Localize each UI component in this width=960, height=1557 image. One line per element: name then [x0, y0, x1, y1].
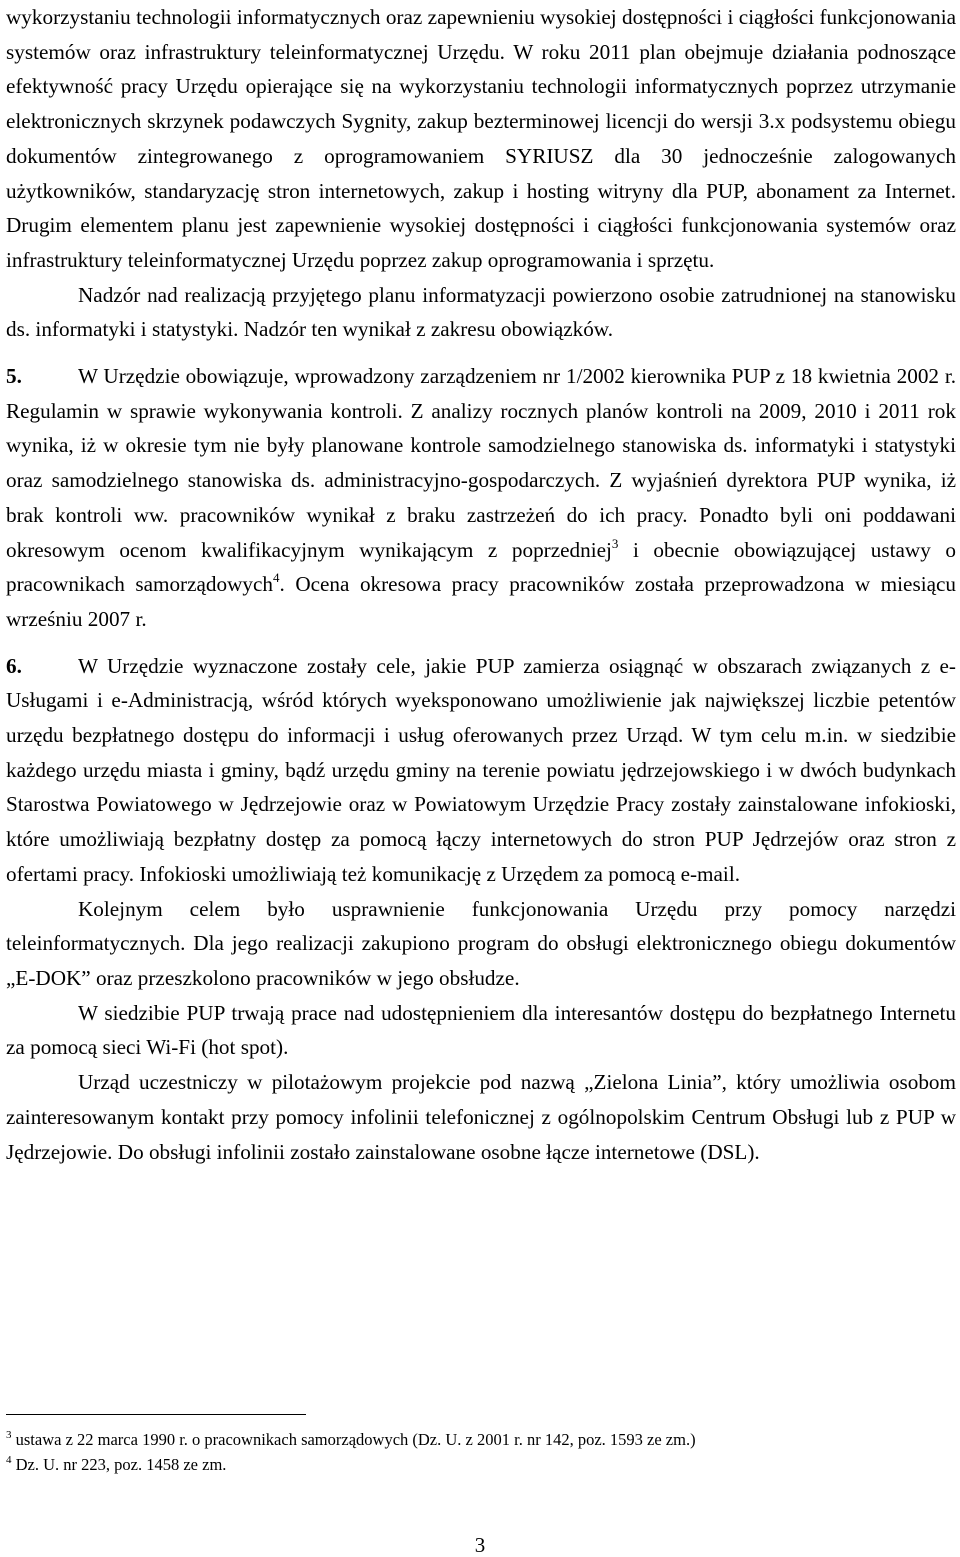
paragraph-section-5: [6, 359, 956, 637]
footnote-separator: [6, 1414, 306, 1415]
footnote-4: [6, 1452, 956, 1477]
section-number-5: 5.: [6, 364, 22, 389]
footnote-number: 3: [6, 1429, 12, 1441]
paragraph-wifi: W siedzibie PUP trwają prace nad udostępnieniem dla interesantów dostępu do bezpłatnego Internetu za pomocą sieci Wi-Fi (hot spot).: [6, 1000, 956, 1060]
paragraph-section-6: [6, 649, 956, 892]
section-6-text: W Urzędzie wyznaczone zostały cele, jakie PUP zamierza osiągnąć w obszarach związanych z e-Usługami i e-Administracją, wśród których wyeksponowano umożliwienie jak największej liczbie petentów urzędu bezpłatnego dostępu do informacji i usług oferowanych przez Urząd. W tym celu m.in. w siedzibie każdego urzędu miasta i gminy, bądź urzędu gminy na terenie powiatu jędrzejowskiego i w dwóch budynkach Starostwa Powiatowego w Jędrzejowie oraz w Powiatowym Urzędzie Pracy zostały zainstalowane infokioski, które umożliwiają bezpłatny dostęp za pomocą łączy internetowych do stron PUP Jędrzejów oraz stron z ofertami pracy. Infokioski umożliwiają też komunikację z Urzędem za pomocą e-mail.: [6, 653, 956, 886]
paragraph-it-plan: wykorzystaniu technologii informatycznych oraz zapewnieniu wysokiej dostępności i ciągłości funkcjonowania systemów oraz infrastruktury teleinformatycznej Urzędu. W roku 2011 plan obejmuje działania podnoszące efektywność pracy Urzędu opierające się na wykorzystaniu technologii informatycznych poprzez utrzymanie elektronicznych skrzynek podawczych Sygnity, zakup bezterminowej licencji do wersji 3.x podsystemu obiegu dokumentów zintegrowanego z oprogramowaniem SYRIUSZ dla 30 jednocześnie zalogowanych użytkowników, standaryzację stron internetowych, zakup i hosting witryny dla PUP, abonament za Internet. Drugim elementem planu jest zapewnienie wysokiej dostępności i ciągłości funkcjonowania systemów oraz infrastruktury teleinformatycznej Urzędu poprzez zakup oprogramowania i sprzętu.: [6, 5, 956, 272]
section-5-text-part1: W Urzędzie obowiązuje, wprowadzony zarządzeniem nr 1/2002 kierownika PUP z 18 kwietnia 2002 r. Regulamin w sprawie wykonywania kontroli. Z analizy rocznych planów kontroli na 2009, 2010 i 2011 rok wynika, iż w okresie tym nie były planowane kontrole samodzielnego stanowiska ds. informatyki i statystyki oraz samodzielnego stanowiska ds. administracyjno-gospodarczych. Z wyjaśnień dyrektora PUP wynika, iż brak kontroli ww. pracowników wynikał z braku zastrzeżeń do ich pracy. Ponadto byli oni poddawani okresowym ocenom kwalifikacyjnym wynikającym z poprzedniej: [6, 364, 956, 562]
paragraph-green-line: Urząd uczestniczy w pilotażowym projekcie pod nazwą „Zielona Linia”, który umożliwia osobom zainteresowanym kontakt przy pomocy infolinii telefonicznej z ogólnopolskim Centrum Obsługi lub z PUP w Jędrzejowie. Do obsługi infolinii zostało zainstalowane osobne łącze internetowe (DSL).: [6, 1070, 956, 1164]
footnotes-section: [6, 1414, 956, 1477]
section-5-text-part3: . Ocena okresowa pracy pracowników została przeprowadzona w miesiącu wrześniu 2007 r.: [6, 572, 956, 631]
page-number: 3: [474, 1533, 486, 1557]
footnote-number: 4: [6, 1454, 12, 1466]
section-5-text-part2: i obecnie obowiązującej ustawy o pracownikach samorządowych: [6, 537, 956, 597]
footnote-text: ustawa z 22 marca 1990 r. o pracownikach samorządowych (Dz. U. z 2001 r. nr 142, poz. 1593 ze zm.): [15, 1430, 696, 1449]
footnote-text: Dz. U. nr 223, poz. 1458 ze zm.: [15, 1455, 227, 1474]
document-page: [6, 0, 956, 1169]
section-number-6: 6.: [6, 653, 22, 678]
paragraph-supervision: Nadzór nad realizacją przyjętego planu informatyzacji powierzono osobie zatrudnionej na stanowisku ds. informatyki i statystyki. Nadzór ten wynikał z zakresu obowiązków.: [6, 282, 956, 342]
footnote-ref-4[interactable]: 4: [273, 570, 280, 586]
paragraph-edok: Kolejnym celem było usprawnienie funkcjonowania Urzędu przy pomocy narzędzi teleinformatycznych. Dla jego realizacji zakupiono program do obsługi elektronicznego obiegu dokumentów „E-DOK” oraz przeszkolono pracowników w jego obsłudze.: [6, 896, 956, 990]
footnote-3: [6, 1427, 956, 1452]
footnote-ref-3[interactable]: 3: [611, 535, 619, 551]
